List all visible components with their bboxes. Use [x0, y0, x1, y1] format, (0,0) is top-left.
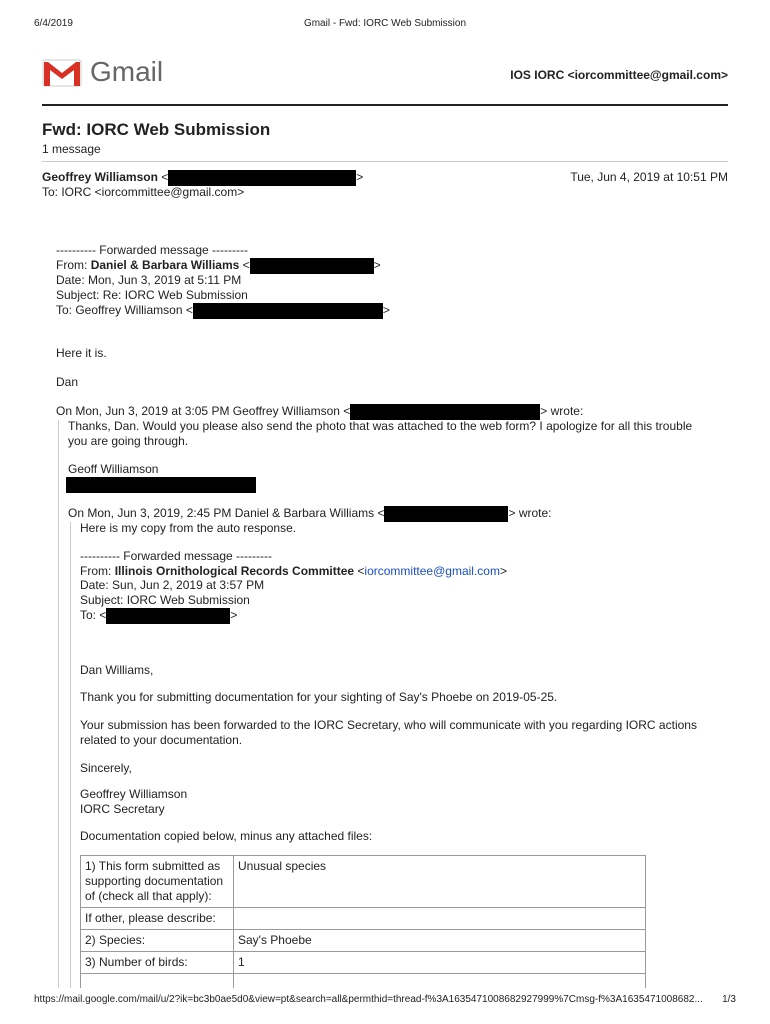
print-date: 6/4/2019	[34, 18, 73, 29]
body-line-1: Here it is.	[56, 346, 107, 360]
letter-forwarded-2: related to your documentation.	[80, 733, 243, 747]
table-cell-label: 1) This form submitted as supporting documentation of (check all that apply):	[81, 856, 234, 908]
quote1-attribution: On Mon, Jun 3, 2019 at 3:05 PM Geoffrey Williamson < > wrote:	[56, 404, 584, 419]
quote2-text: Here is my copy from the auto response.	[80, 521, 297, 535]
table-cell-label: If other, please describe:	[81, 908, 234, 930]
quote1-text-1: Thanks, Dan. Would you please also send the photo that was attached to the web form? I apologize for all this trouble	[68, 419, 693, 433]
redacted-sender-email	[168, 170, 356, 186]
quote1-bar	[58, 420, 59, 1024]
table-cell-value: Say's Phoebe	[234, 930, 646, 952]
forward-divider-1: ---------- Forwarded message ---------	[56, 243, 248, 257]
table-row	[81, 952, 646, 974]
forward2-to: To: < >	[80, 608, 238, 623]
footer-page-number: 1/3	[722, 994, 736, 1005]
message-count: 1 message	[42, 142, 101, 156]
letter-thanks: Thank you for submitting documentation for your sighting of Say's Phoebe on 2019-05-25.	[80, 690, 558, 704]
forward1-date: Date: Mon, Jun 3, 2019 at 5:11 PM	[56, 273, 242, 287]
table-cell-label: 2) Species:	[81, 930, 234, 952]
sender-line: Geoffrey Williamson < >	[42, 170, 364, 185]
redacted-to-email	[193, 303, 383, 319]
redacted-quote2-email	[384, 506, 508, 522]
header-divider	[42, 104, 728, 106]
table-cell-value	[234, 908, 646, 930]
message-to: To: IORC <iorcommittee@gmail.com>	[42, 185, 245, 199]
thread-subject: Fwd: IORC Web Submission	[42, 120, 271, 139]
print-title: Gmail - Fwd: IORC Web Submission	[303, 18, 467, 29]
subject-divider	[42, 161, 728, 162]
sender-name: Geoffrey Williamson	[42, 170, 158, 185]
forward2-from-email-link[interactable]: iorcommittee@gmail.com	[364, 564, 500, 578]
table-row	[81, 930, 646, 952]
gmail-logo	[42, 56, 164, 91]
table-row	[81, 908, 646, 930]
body-signature: Dan	[56, 375, 79, 389]
table-cell-value: Unusual species	[234, 856, 646, 908]
footer-url[interactable]: https://mail.google.com/mail/u/2?ik=bc3b0ae5d0&view=pt&search=all&permthid=thread-f%3A1635471008682927999%7Cmsg-f%3A1635471008682...	[34, 994, 703, 1005]
letter-doc-intro: Documentation copied below, minus any attached files:	[80, 829, 373, 843]
quote1-signature: Geoff Williamson	[68, 462, 159, 476]
table-cell-value: 1	[234, 952, 646, 974]
forward1-to: To: Geoffrey Williamson < >	[56, 303, 390, 318]
letter-greeting: Dan Williams,	[80, 663, 154, 677]
forward2-date: Date: Sun, Jun 2, 2019 at 3:57 PM	[80, 578, 265, 592]
quote2-bar	[70, 522, 71, 1024]
forward1-from: From: Daniel & Barbara Williams < >	[56, 258, 381, 273]
gmail-m-icon	[42, 58, 82, 88]
redacted-forward2-to	[106, 608, 230, 624]
redacted-signature-block	[66, 477, 256, 493]
quote1-text-2: you are going through.	[68, 434, 189, 448]
gmail-wordmark: Gmail	[90, 56, 164, 87]
redacted-from-email	[250, 258, 374, 274]
account-label: IOS IORC <iorcommittee@gmail.com>	[510, 68, 728, 82]
letter-sig-name: Geoffrey Williamson	[80, 787, 188, 801]
letter-sig-title: IORC Secretary	[80, 802, 165, 816]
message-date: Tue, Jun 4, 2019 at 10:51 PM	[570, 170, 728, 184]
table-row	[81, 856, 646, 908]
forward-divider-2: ---------- Forwarded message ---------	[80, 549, 272, 563]
letter-forwarded-1: Your submission has been forwarded to the IORC Secretary, who will communicate with you regarding IORC actions	[80, 718, 697, 732]
redacted-quote1-email	[350, 404, 540, 420]
forward2-subject: Subject: IORC Web Submission	[80, 593, 250, 607]
forward2-from: From: Illinois Ornithological Records Committee <iorcommittee@gmail.com>	[80, 564, 507, 578]
letter-closing: Sincerely,	[80, 761, 132, 775]
table-cell-label: 3) Number of birds:	[81, 952, 234, 974]
forward1-subject: Subject: Re: IORC Web Submission	[56, 288, 248, 302]
quote2-attribution: On Mon, Jun 3, 2019, 2:45 PM Daniel & Barbara Williams < > wrote:	[68, 506, 552, 521]
